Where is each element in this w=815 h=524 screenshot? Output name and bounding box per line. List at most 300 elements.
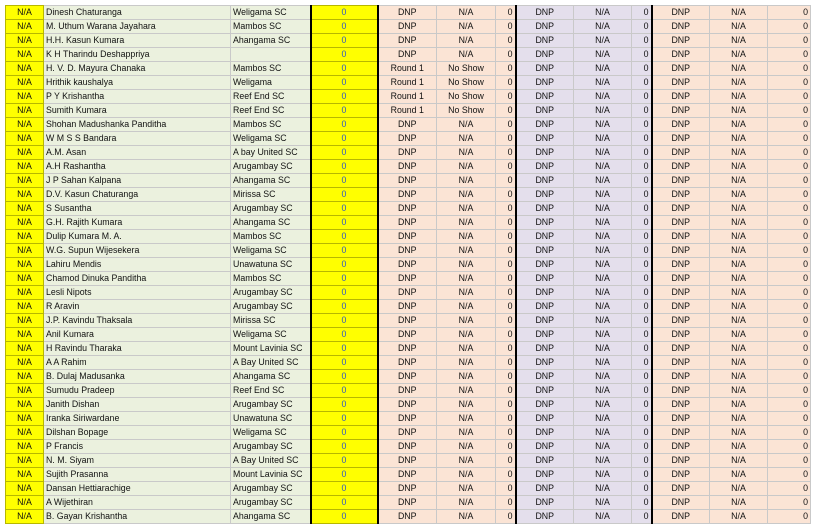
block2-points-cell[interactable]: 0 (632, 454, 652, 468)
status-cell[interactable]: N/A (6, 384, 44, 398)
total-score-cell[interactable]: 0 (311, 230, 378, 244)
athlete-name-cell[interactable]: H. V. D. Mayura Chanaka (44, 62, 231, 76)
club-cell[interactable]: Reef End SC (231, 104, 311, 118)
total-score-cell[interactable]: 0 (311, 482, 378, 496)
block1-result-cell[interactable]: N/A (437, 286, 496, 300)
block3-result-cell[interactable]: N/A (710, 6, 768, 20)
block3-points-cell[interactable]: 0 (768, 48, 811, 62)
block2-result-cell[interactable]: N/A (574, 132, 632, 146)
total-score-cell[interactable]: 0 (311, 258, 378, 272)
block1-result-cell[interactable]: N/A (437, 384, 496, 398)
block2-round-cell[interactable]: DNP (516, 118, 574, 132)
athlete-name-cell[interactable]: N. M. Siyam (44, 454, 231, 468)
total-score-cell[interactable]: 0 (311, 426, 378, 440)
block3-round-cell[interactable]: DNP (652, 6, 710, 20)
block3-round-cell[interactable]: DNP (652, 146, 710, 160)
athlete-name-cell[interactable]: A.M. Asan (44, 146, 231, 160)
block1-points-cell[interactable]: 0 (496, 146, 516, 160)
block3-round-cell[interactable]: DNP (652, 34, 710, 48)
block3-round-cell[interactable]: DNP (652, 174, 710, 188)
block2-points-cell[interactable]: 0 (632, 90, 652, 104)
block2-result-cell[interactable]: N/A (574, 286, 632, 300)
status-cell[interactable]: N/A (6, 440, 44, 454)
block1-round-cell[interactable]: Round 1 (378, 90, 437, 104)
block1-result-cell[interactable]: N/A (437, 118, 496, 132)
club-cell[interactable]: Mirissa SC (231, 314, 311, 328)
block1-result-cell[interactable]: N/A (437, 468, 496, 482)
block1-round-cell[interactable]: DNP (378, 34, 437, 48)
block3-result-cell[interactable]: N/A (710, 48, 768, 62)
status-cell[interactable]: N/A (6, 412, 44, 426)
block3-points-cell[interactable]: 0 (768, 510, 811, 524)
block2-points-cell[interactable]: 0 (632, 48, 652, 62)
block1-round-cell[interactable]: DNP (378, 118, 437, 132)
block1-round-cell[interactable]: DNP (378, 328, 437, 342)
block2-result-cell[interactable]: N/A (574, 468, 632, 482)
block2-result-cell[interactable]: N/A (574, 510, 632, 524)
block3-result-cell[interactable]: N/A (710, 244, 768, 258)
block3-round-cell[interactable]: DNP (652, 356, 710, 370)
block3-round-cell[interactable]: DNP (652, 286, 710, 300)
status-cell[interactable]: N/A (6, 174, 44, 188)
block1-round-cell[interactable]: DNP (378, 314, 437, 328)
block3-points-cell[interactable]: 0 (768, 482, 811, 496)
block1-points-cell[interactable]: 0 (496, 496, 516, 510)
club-cell[interactable]: Unawatuna SC (231, 258, 311, 272)
block3-result-cell[interactable]: N/A (710, 160, 768, 174)
block2-result-cell[interactable]: N/A (574, 328, 632, 342)
block1-points-cell[interactable]: 0 (496, 398, 516, 412)
block1-result-cell[interactable]: N/A (437, 342, 496, 356)
block2-points-cell[interactable]: 0 (632, 118, 652, 132)
club-cell[interactable]: Weligama SC (231, 328, 311, 342)
club-cell[interactable]: Reef End SC (231, 90, 311, 104)
block2-result-cell[interactable]: N/A (574, 174, 632, 188)
block2-result-cell[interactable]: N/A (574, 426, 632, 440)
athlete-name-cell[interactable]: J.P. Kavindu Thaksala (44, 314, 231, 328)
total-score-cell[interactable]: 0 (311, 62, 378, 76)
block1-points-cell[interactable]: 0 (496, 160, 516, 174)
block3-round-cell[interactable]: DNP (652, 160, 710, 174)
block2-points-cell[interactable]: 0 (632, 34, 652, 48)
block3-points-cell[interactable]: 0 (768, 132, 811, 146)
total-score-cell[interactable]: 0 (311, 6, 378, 20)
block1-points-cell[interactable]: 0 (496, 202, 516, 216)
block2-result-cell[interactable]: N/A (574, 342, 632, 356)
total-score-cell[interactable]: 0 (311, 90, 378, 104)
block1-result-cell[interactable]: N/A (437, 34, 496, 48)
block3-points-cell[interactable]: 0 (768, 426, 811, 440)
block2-result-cell[interactable]: N/A (574, 384, 632, 398)
block1-result-cell[interactable]: N/A (437, 482, 496, 496)
block1-result-cell[interactable]: No Show (437, 104, 496, 118)
block1-result-cell[interactable]: N/A (437, 188, 496, 202)
block3-round-cell[interactable]: DNP (652, 90, 710, 104)
block1-round-cell[interactable]: DNP (378, 174, 437, 188)
athlete-name-cell[interactable]: P Y Krishantha (44, 90, 231, 104)
athlete-name-cell[interactable]: G.H. Rajith Kumara (44, 216, 231, 230)
block2-round-cell[interactable]: DNP (516, 76, 574, 90)
block3-round-cell[interactable]: DNP (652, 412, 710, 426)
block2-points-cell[interactable]: 0 (632, 468, 652, 482)
block1-round-cell[interactable]: DNP (378, 356, 437, 370)
athlete-name-cell[interactable]: A Wijethiran (44, 496, 231, 510)
block1-result-cell[interactable]: N/A (437, 258, 496, 272)
block2-result-cell[interactable]: N/A (574, 272, 632, 286)
block3-round-cell[interactable]: DNP (652, 454, 710, 468)
block3-points-cell[interactable]: 0 (768, 6, 811, 20)
club-cell[interactable]: Arugambay SC (231, 202, 311, 216)
block2-points-cell[interactable]: 0 (632, 62, 652, 76)
block2-result-cell[interactable]: N/A (574, 300, 632, 314)
block3-result-cell[interactable]: N/A (710, 20, 768, 34)
status-cell[interactable]: N/A (6, 258, 44, 272)
athlete-name-cell[interactable]: Lesli Nipots (44, 286, 231, 300)
block1-result-cell[interactable]: N/A (437, 132, 496, 146)
block3-result-cell[interactable]: N/A (710, 482, 768, 496)
block1-points-cell[interactable]: 0 (496, 328, 516, 342)
block3-result-cell[interactable]: N/A (710, 300, 768, 314)
block3-points-cell[interactable]: 0 (768, 20, 811, 34)
block2-points-cell[interactable]: 0 (632, 6, 652, 20)
block1-round-cell[interactable]: DNP (378, 48, 437, 62)
block3-round-cell[interactable]: DNP (652, 202, 710, 216)
club-cell[interactable]: Arugambay SC (231, 300, 311, 314)
block1-result-cell[interactable]: N/A (437, 300, 496, 314)
block2-points-cell[interactable]: 0 (632, 398, 652, 412)
block1-result-cell[interactable]: N/A (437, 48, 496, 62)
athlete-name-cell[interactable]: Sujith Prasanna (44, 468, 231, 482)
block1-round-cell[interactable]: DNP (378, 146, 437, 160)
block1-points-cell[interactable]: 0 (496, 482, 516, 496)
status-cell[interactable]: N/A (6, 202, 44, 216)
block1-points-cell[interactable]: 0 (496, 300, 516, 314)
block2-points-cell[interactable]: 0 (632, 412, 652, 426)
status-cell[interactable]: N/A (6, 482, 44, 496)
block1-round-cell[interactable]: DNP (378, 412, 437, 426)
block1-points-cell[interactable]: 0 (496, 258, 516, 272)
athlete-name-cell[interactable]: J P Sahan Kalpana (44, 174, 231, 188)
block2-round-cell[interactable]: DNP (516, 496, 574, 510)
block1-result-cell[interactable]: N/A (437, 230, 496, 244)
block3-round-cell[interactable]: DNP (652, 496, 710, 510)
block1-round-cell[interactable]: DNP (378, 160, 437, 174)
block2-result-cell[interactable]: N/A (574, 104, 632, 118)
club-cell[interactable]: Mirissa SC (231, 188, 311, 202)
block1-result-cell[interactable]: N/A (437, 272, 496, 286)
block2-result-cell[interactable]: N/A (574, 482, 632, 496)
block2-round-cell[interactable]: DNP (516, 216, 574, 230)
block3-round-cell[interactable]: DNP (652, 482, 710, 496)
block3-points-cell[interactable]: 0 (768, 496, 811, 510)
club-cell[interactable]: Mambos SC (231, 118, 311, 132)
block1-round-cell[interactable]: DNP (378, 286, 437, 300)
block2-points-cell[interactable]: 0 (632, 188, 652, 202)
block2-result-cell[interactable]: N/A (574, 188, 632, 202)
block1-round-cell[interactable]: DNP (378, 300, 437, 314)
block1-round-cell[interactable]: DNP (378, 6, 437, 20)
block2-points-cell[interactable]: 0 (632, 174, 652, 188)
block3-result-cell[interactable]: N/A (710, 174, 768, 188)
status-cell[interactable]: N/A (6, 272, 44, 286)
block3-round-cell[interactable]: DNP (652, 48, 710, 62)
block2-round-cell[interactable]: DNP (516, 90, 574, 104)
status-cell[interactable]: N/A (6, 356, 44, 370)
block3-points-cell[interactable]: 0 (768, 454, 811, 468)
block1-round-cell[interactable]: DNP (378, 496, 437, 510)
block2-round-cell[interactable]: DNP (516, 342, 574, 356)
block1-round-cell[interactable]: DNP (378, 398, 437, 412)
block1-round-cell[interactable]: Round 1 (378, 62, 437, 76)
total-score-cell[interactable]: 0 (311, 468, 378, 482)
block1-round-cell[interactable]: DNP (378, 132, 437, 146)
block3-round-cell[interactable]: DNP (652, 258, 710, 272)
block1-points-cell[interactable]: 0 (496, 76, 516, 90)
athlete-name-cell[interactable]: A.H Rashantha (44, 160, 231, 174)
athlete-name-cell[interactable]: R Aravin (44, 300, 231, 314)
status-cell[interactable]: N/A (6, 216, 44, 230)
block3-round-cell[interactable]: DNP (652, 230, 710, 244)
status-cell[interactable]: N/A (6, 90, 44, 104)
block3-round-cell[interactable]: DNP (652, 440, 710, 454)
total-score-cell[interactable]: 0 (311, 510, 378, 524)
block3-result-cell[interactable]: N/A (710, 510, 768, 524)
block2-points-cell[interactable]: 0 (632, 426, 652, 440)
block3-points-cell[interactable]: 0 (768, 440, 811, 454)
block2-round-cell[interactable]: DNP (516, 412, 574, 426)
block2-round-cell[interactable]: DNP (516, 370, 574, 384)
block3-points-cell[interactable]: 0 (768, 118, 811, 132)
athlete-name-cell[interactable]: Dansan Hettiarachige (44, 482, 231, 496)
block2-points-cell[interactable]: 0 (632, 342, 652, 356)
block3-points-cell[interactable]: 0 (768, 342, 811, 356)
block1-result-cell[interactable]: No Show (437, 62, 496, 76)
status-cell[interactable]: N/A (6, 510, 44, 524)
block3-points-cell[interactable]: 0 (768, 370, 811, 384)
block3-result-cell[interactable]: N/A (710, 468, 768, 482)
block1-result-cell[interactable]: N/A (437, 440, 496, 454)
block3-round-cell[interactable]: DNP (652, 384, 710, 398)
block2-result-cell[interactable]: N/A (574, 202, 632, 216)
block2-round-cell[interactable]: DNP (516, 20, 574, 34)
status-cell[interactable]: N/A (6, 398, 44, 412)
block1-round-cell[interactable]: DNP (378, 20, 437, 34)
block1-result-cell[interactable]: N/A (437, 314, 496, 328)
block3-points-cell[interactable]: 0 (768, 286, 811, 300)
block2-points-cell[interactable]: 0 (632, 20, 652, 34)
club-cell[interactable]: Weligama SC (231, 426, 311, 440)
block3-round-cell[interactable]: DNP (652, 118, 710, 132)
block1-result-cell[interactable]: N/A (437, 244, 496, 258)
block3-round-cell[interactable]: DNP (652, 104, 710, 118)
club-cell[interactable]: Mambos SC (231, 272, 311, 286)
total-score-cell[interactable]: 0 (311, 146, 378, 160)
block1-round-cell[interactable]: DNP (378, 272, 437, 286)
athlete-name-cell[interactable]: Shohan Madushanka Panditha (44, 118, 231, 132)
block2-round-cell[interactable]: DNP (516, 454, 574, 468)
total-score-cell[interactable]: 0 (311, 342, 378, 356)
athlete-name-cell[interactable]: H Ravindu Tharaka (44, 342, 231, 356)
block2-round-cell[interactable]: DNP (516, 398, 574, 412)
club-cell[interactable]: A Bay United SC (231, 356, 311, 370)
block1-round-cell[interactable]: DNP (378, 244, 437, 258)
total-score-cell[interactable]: 0 (311, 76, 378, 90)
block2-round-cell[interactable]: DNP (516, 286, 574, 300)
athlete-name-cell[interactable]: P Francis (44, 440, 231, 454)
block3-result-cell[interactable]: N/A (710, 426, 768, 440)
total-score-cell[interactable]: 0 (311, 384, 378, 398)
block2-result-cell[interactable]: N/A (574, 230, 632, 244)
block1-round-cell[interactable]: DNP (378, 370, 437, 384)
block3-result-cell[interactable]: N/A (710, 496, 768, 510)
block2-result-cell[interactable]: N/A (574, 62, 632, 76)
total-score-cell[interactable]: 0 (311, 272, 378, 286)
block1-result-cell[interactable]: N/A (437, 496, 496, 510)
block2-points-cell[interactable]: 0 (632, 146, 652, 160)
total-score-cell[interactable]: 0 (311, 160, 378, 174)
athlete-name-cell[interactable]: D.V. Kasun Chaturanga (44, 188, 231, 202)
block1-round-cell[interactable]: DNP (378, 384, 437, 398)
block3-result-cell[interactable]: N/A (710, 34, 768, 48)
club-cell[interactable]: Ahangama SC (231, 510, 311, 524)
block2-result-cell[interactable]: N/A (574, 244, 632, 258)
block2-points-cell[interactable]: 0 (632, 132, 652, 146)
block3-round-cell[interactable]: DNP (652, 20, 710, 34)
club-cell[interactable]: Mambos SC (231, 62, 311, 76)
status-cell[interactable]: N/A (6, 314, 44, 328)
block2-result-cell[interactable]: N/A (574, 440, 632, 454)
block3-points-cell[interactable]: 0 (768, 468, 811, 482)
block3-result-cell[interactable]: N/A (710, 440, 768, 454)
block1-points-cell[interactable]: 0 (496, 216, 516, 230)
block2-round-cell[interactable]: DNP (516, 468, 574, 482)
block3-points-cell[interactable]: 0 (768, 216, 811, 230)
block3-round-cell[interactable]: DNP (652, 272, 710, 286)
block1-points-cell[interactable]: 0 (496, 118, 516, 132)
athlete-name-cell[interactable]: W.G. Supun Wijesekera (44, 244, 231, 258)
athlete-name-cell[interactable]: W M S S Bandara (44, 132, 231, 146)
total-score-cell[interactable]: 0 (311, 328, 378, 342)
block3-result-cell[interactable]: N/A (710, 272, 768, 286)
block2-points-cell[interactable]: 0 (632, 202, 652, 216)
block2-round-cell[interactable]: DNP (516, 440, 574, 454)
block3-round-cell[interactable]: DNP (652, 76, 710, 90)
status-cell[interactable]: N/A (6, 104, 44, 118)
club-cell[interactable]: Ahangama SC (231, 34, 311, 48)
club-cell[interactable]: Arugambay SC (231, 160, 311, 174)
block2-points-cell[interactable]: 0 (632, 272, 652, 286)
club-cell[interactable]: Arugambay SC (231, 440, 311, 454)
total-score-cell[interactable]: 0 (311, 34, 378, 48)
block2-round-cell[interactable]: DNP (516, 258, 574, 272)
block1-result-cell[interactable]: N/A (437, 356, 496, 370)
block3-points-cell[interactable]: 0 (768, 314, 811, 328)
block1-round-cell[interactable]: DNP (378, 440, 437, 454)
block3-result-cell[interactable]: N/A (710, 356, 768, 370)
block1-result-cell[interactable]: N/A (437, 454, 496, 468)
block2-result-cell[interactable]: N/A (574, 146, 632, 160)
block1-points-cell[interactable]: 0 (496, 48, 516, 62)
block2-points-cell[interactable]: 0 (632, 230, 652, 244)
block3-points-cell[interactable]: 0 (768, 202, 811, 216)
club-cell[interactable]: Ahangama SC (231, 174, 311, 188)
block1-points-cell[interactable]: 0 (496, 342, 516, 356)
total-score-cell[interactable]: 0 (311, 496, 378, 510)
athlete-name-cell[interactable]: Sumith Kumara (44, 104, 231, 118)
block3-result-cell[interactable]: N/A (710, 454, 768, 468)
block3-result-cell[interactable]: N/A (710, 202, 768, 216)
status-cell[interactable]: N/A (6, 146, 44, 160)
block2-result-cell[interactable]: N/A (574, 20, 632, 34)
block2-points-cell[interactable]: 0 (632, 510, 652, 524)
block2-result-cell[interactable]: N/A (574, 496, 632, 510)
block3-round-cell[interactable]: DNP (652, 216, 710, 230)
block3-points-cell[interactable]: 0 (768, 300, 811, 314)
block1-round-cell[interactable]: DNP (378, 426, 437, 440)
block3-round-cell[interactable]: DNP (652, 188, 710, 202)
status-cell[interactable]: N/A (6, 454, 44, 468)
block1-result-cell[interactable]: N/A (437, 202, 496, 216)
block2-round-cell[interactable]: DNP (516, 356, 574, 370)
block1-points-cell[interactable]: 0 (496, 230, 516, 244)
block3-result-cell[interactable]: N/A (710, 230, 768, 244)
block3-round-cell[interactable]: DNP (652, 314, 710, 328)
total-score-cell[interactable]: 0 (311, 356, 378, 370)
status-cell[interactable]: N/A (6, 468, 44, 482)
block2-round-cell[interactable]: DNP (516, 314, 574, 328)
block3-result-cell[interactable]: N/A (710, 328, 768, 342)
block2-round-cell[interactable]: DNP (516, 48, 574, 62)
block2-round-cell[interactable]: DNP (516, 426, 574, 440)
block1-points-cell[interactable]: 0 (496, 426, 516, 440)
block1-points-cell[interactable]: 0 (496, 132, 516, 146)
block1-round-cell[interactable]: DNP (378, 188, 437, 202)
total-score-cell[interactable]: 0 (311, 216, 378, 230)
block1-points-cell[interactable]: 0 (496, 440, 516, 454)
athlete-name-cell[interactable]: Janith Dishan (44, 398, 231, 412)
block1-result-cell[interactable]: N/A (437, 426, 496, 440)
block3-round-cell[interactable]: DNP (652, 468, 710, 482)
status-cell[interactable]: N/A (6, 76, 44, 90)
block3-points-cell[interactable]: 0 (768, 146, 811, 160)
club-cell[interactable]: Ahangama SC (231, 216, 311, 230)
block1-round-cell[interactable]: DNP (378, 454, 437, 468)
block3-result-cell[interactable]: N/A (710, 370, 768, 384)
block3-round-cell[interactable]: DNP (652, 62, 710, 76)
block1-result-cell[interactable]: N/A (437, 370, 496, 384)
block1-result-cell[interactable]: N/A (437, 510, 496, 524)
block2-points-cell[interactable]: 0 (632, 216, 652, 230)
athlete-name-cell[interactable]: B. Dulaj Madusanka (44, 370, 231, 384)
club-cell[interactable]: Mambos SC (231, 230, 311, 244)
block3-result-cell[interactable]: N/A (710, 104, 768, 118)
total-score-cell[interactable]: 0 (311, 412, 378, 426)
block2-points-cell[interactable]: 0 (632, 384, 652, 398)
block2-result-cell[interactable]: N/A (574, 454, 632, 468)
club-cell[interactable]: A Bay United SC (231, 454, 311, 468)
block1-result-cell[interactable]: No Show (437, 76, 496, 90)
total-score-cell[interactable]: 0 (311, 104, 378, 118)
block1-round-cell[interactable]: DNP (378, 258, 437, 272)
athlete-name-cell[interactable]: K H Tharindu Deshappriya (44, 48, 231, 62)
status-cell[interactable]: N/A (6, 342, 44, 356)
status-cell[interactable]: N/A (6, 426, 44, 440)
block1-round-cell[interactable]: DNP (378, 202, 437, 216)
club-cell[interactable]: Arugambay SC (231, 286, 311, 300)
block3-result-cell[interactable]: N/A (710, 384, 768, 398)
status-cell[interactable]: N/A (6, 188, 44, 202)
block2-result-cell[interactable]: N/A (574, 216, 632, 230)
